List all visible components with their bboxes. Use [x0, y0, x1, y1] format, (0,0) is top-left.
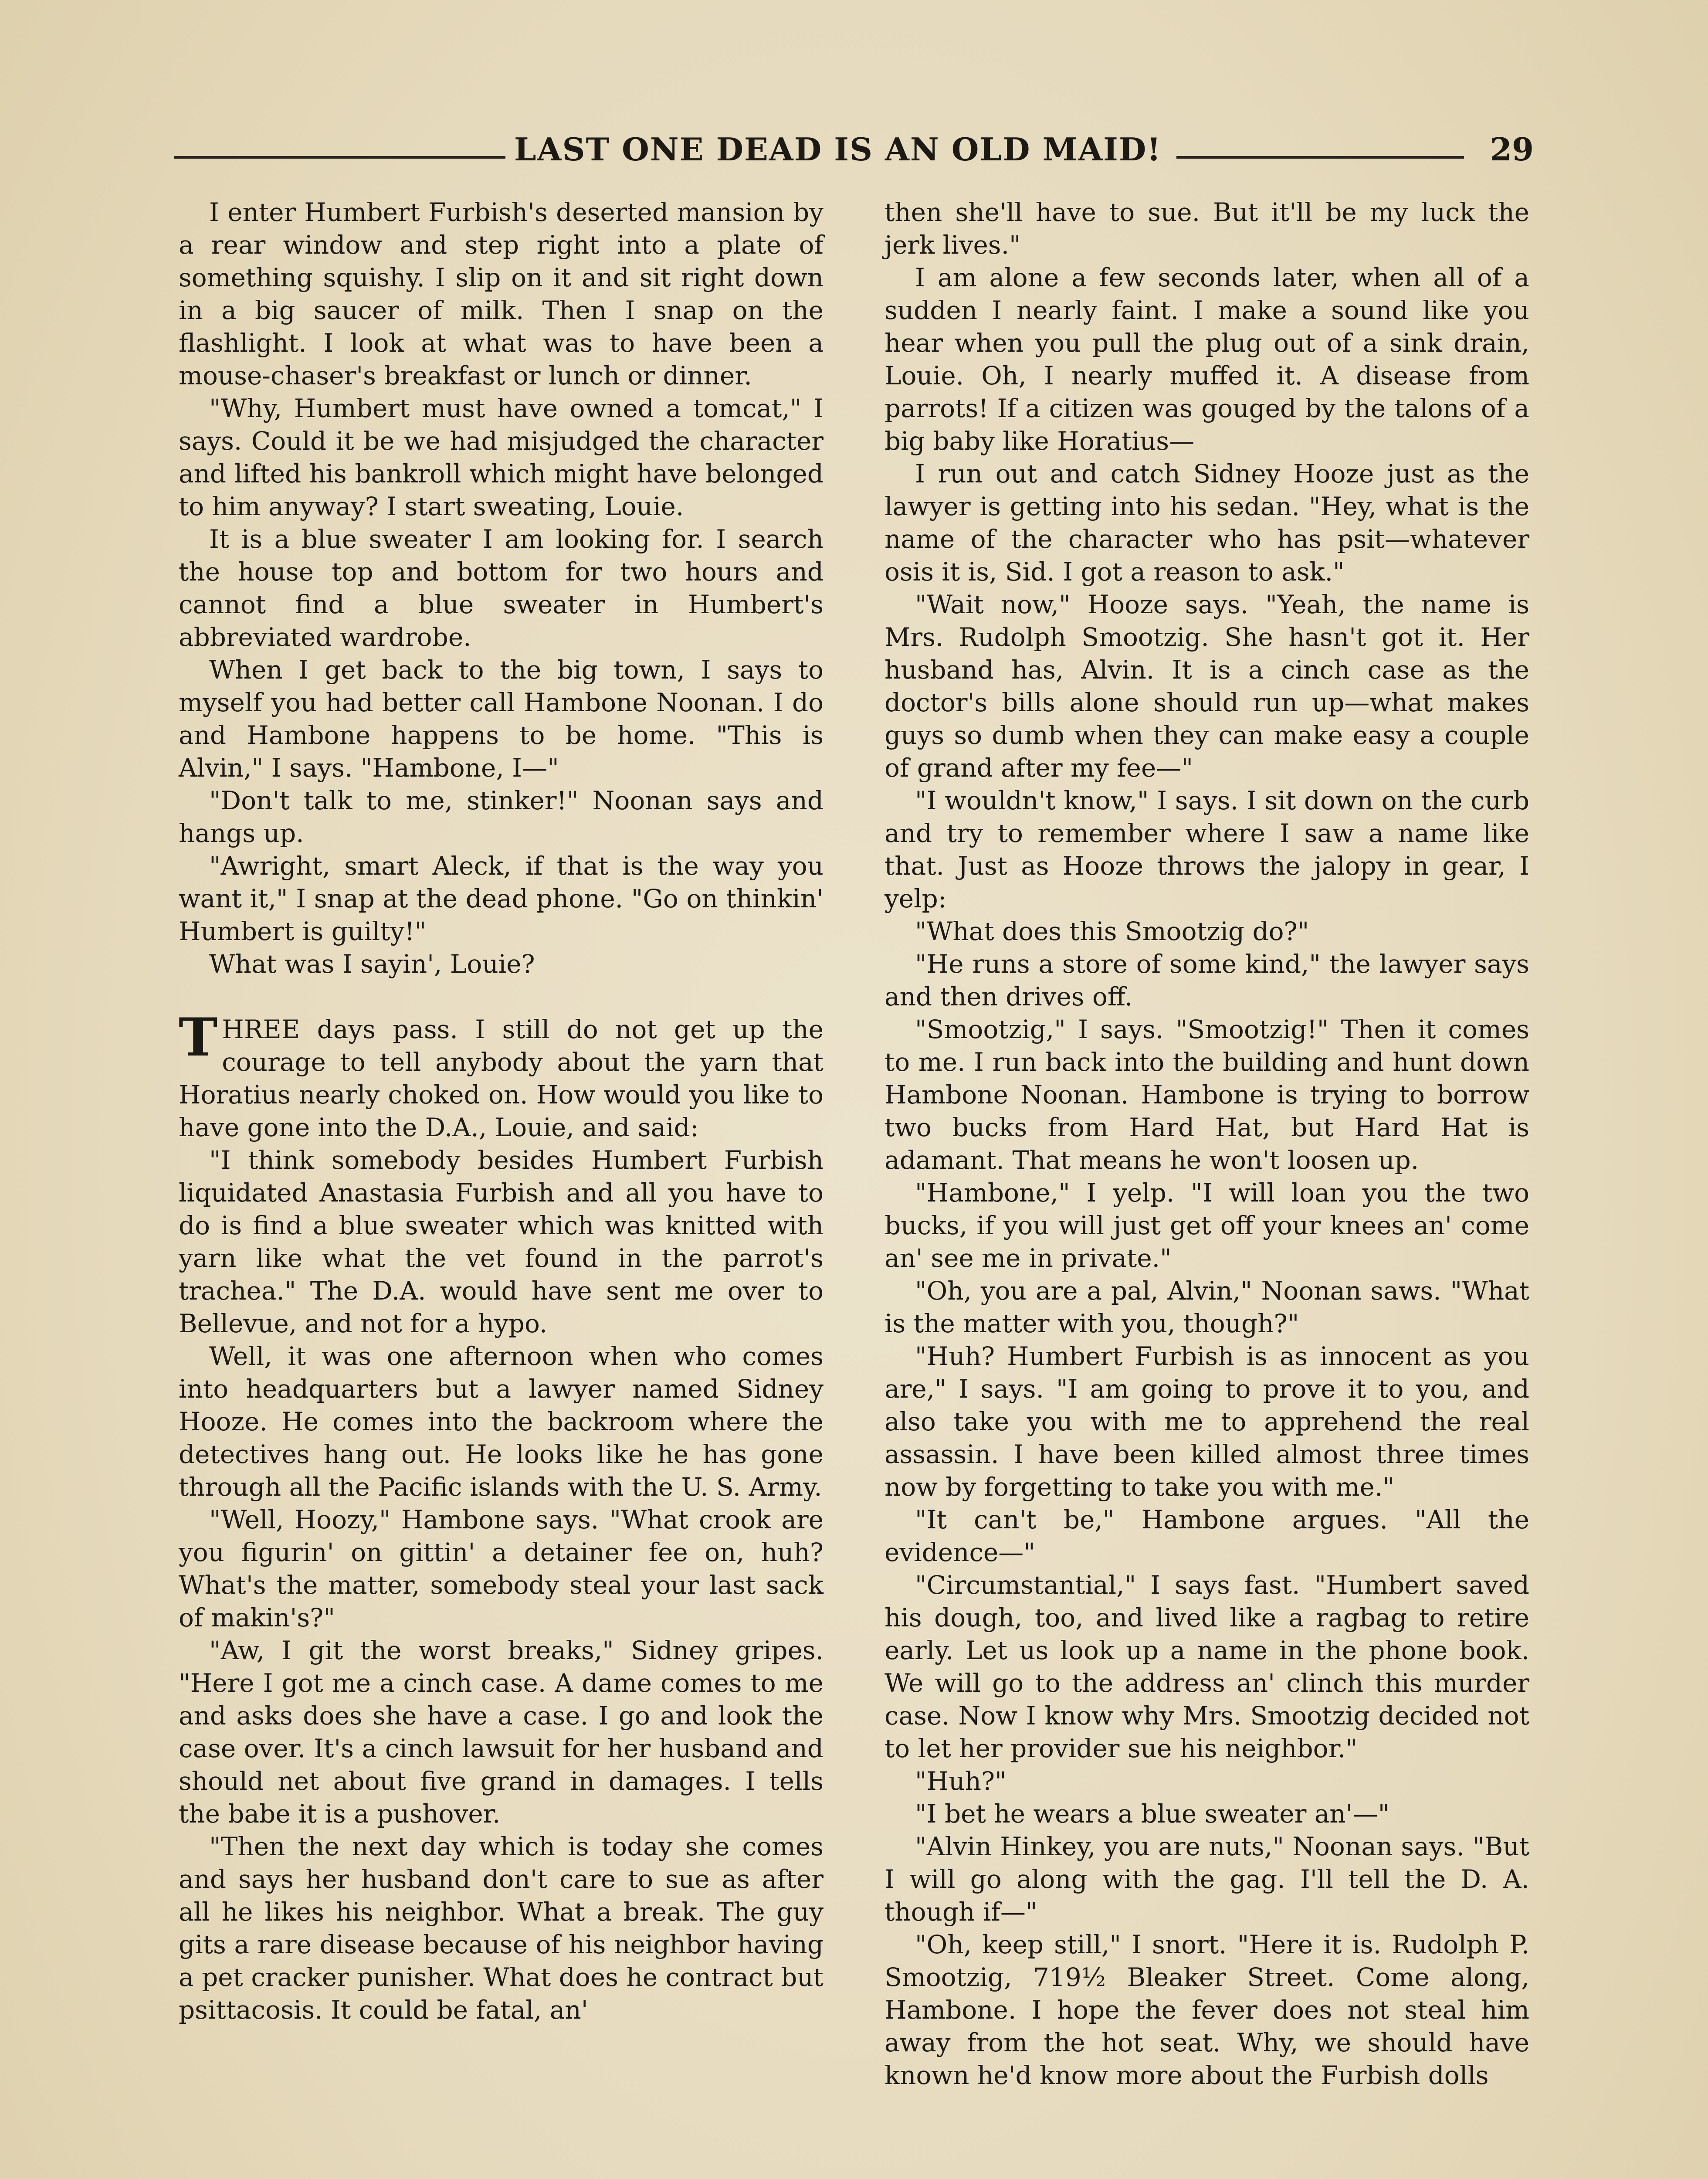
paragraph: "Alvin Hinkey, you are nuts," Noonan says. "But I will go along with the gag. I'll tell the D. A. though if—"	[884, 1832, 1529, 1927]
section-break	[179, 981, 824, 1013]
paragraph: then she'll have to sue. But it'll be my luck the jerk lives."	[884, 197, 1529, 260]
paragraph: "Awright, smart Aleck, if that is the way you want it," I snap at the dead phone. "Go on thinkin' Humbert is guilty!"	[179, 851, 824, 946]
paragraph: "Aw, I git the worst breaks," Sidney gripes. "Here I got me a cinch case. A dame comes to me and asks does she have a case. I go and look the case over. It's a cinch lawsuit for her husband and should net about five grand in damages. I tells the babe it is a pushover.	[179, 1636, 824, 1829]
paragraph: When I get back to the big town, I says to myself you had better call Hambone Noonan. I do and Hambone happens to be home. "This is Alvin," I says. "Hambone, I—"	[179, 655, 824, 783]
paragraph: "Huh?"	[915, 1766, 1006, 1796]
header-rule-left	[174, 156, 505, 159]
paragraph: "I bet he wears a blue sweater an'—"	[915, 1799, 1390, 1829]
paragraph: It is a blue sweater I am looking for. I search the house top and bottom for two hours and cannot find a blue sweater in Humbert's abbreviated wardrobe.	[179, 524, 824, 652]
paragraph: I enter Humbert Furbish's deserted mansion by a rear window and step right into a plate of something squishy. I slip on it and sit right down in a big saucer of milk. Then I snap on the flashlight. I look at what was to have been a mouse-chaser's breakfast or lunch or dinner.	[179, 197, 824, 390]
paragraph: "Circumstantial," I says fast. "Humbert saved his dough, too, and lived like a ragbag to retire early. Let us look up a name in the phone book. We will go to the address an' clinch this murder case. Now I know why Mrs. Smootzig decided not to let her provider sue his neighbor."	[884, 1570, 1529, 1763]
left-text-column	[179, 196, 824, 2026]
paragraph: "Oh, you are a pal, Alvin," Noonan saws. "What is the matter with you, though?"	[884, 1276, 1529, 1338]
paragraph: "It can't be," Hambone argues. "All the evidence—"	[884, 1505, 1529, 1567]
paragraph: "Well, Hoozy," Hambone says. "What crook are you figurin' on gittin' a detainer fee on, huh? What's the matter, somebody steal your last sack of makin's?"	[179, 1505, 824, 1633]
paragraph: "Smootzig," I says. "Smootzig!" Then it comes to me. I run back into the building and hunt down Hambone Noonan. Hambone is trying to borrow two bucks from Hard Hat, but Hard Hat is adamant. That means he won't loosen up.	[884, 1015, 1529, 1175]
header-rule-right	[1176, 156, 1464, 159]
paragraph: "Why, Humbert must have owned a tomcat," I says. Could it be we had misjudged the character and lifted his bankroll which might have belonged to him anyway? I start sweating, Louie.	[179, 394, 824, 521]
section-opening-paragraph	[179, 1007, 824, 1144]
paragraph: "Don't talk to me, stinker!" Noonan says and hangs up.	[179, 786, 824, 848]
paragraph: "Oh, keep still," I snort. "Here it is. Rudolph P. Smootzig, 719½ Bleaker Street. Come along, Hambone. I hope the fever does not steal him away from the hot seat. Why, we should have known he'd know more about the Furbish dolls	[884, 1930, 1529, 2090]
page-number: 29	[1490, 131, 1534, 168]
paragraph: What was I sayin', Louie?	[209, 949, 535, 979]
paragraph: "What does this Smootzig do?"	[915, 916, 1309, 946]
paragraph: "Then the next day which is today she comes and says her husband don't care to sue as after all he likes his neighbor. What a break. The guy gits a rare disease because of his neighbor having a pet cracker punisher. What does he contract but psittacosis. It could be fatal, an'	[179, 1832, 824, 2025]
paragraph: I run out and catch Sidney Hooze just as the lawyer is getting into his sedan. "Hey, what is the name of the character who has psit—whatever osis it is, Sid. I got a reason to ask."	[884, 459, 1529, 587]
paragraph: "He runs a store of some kind," the lawyer says and then drives off.	[884, 949, 1529, 1011]
right-text-column	[884, 196, 1529, 2092]
paragraph: "I wouldn't know," I says. I sit down on the curb and try to remember where I saw a name like that. Just as Hooze throws the jalopy in gear, I yelp:	[884, 786, 1529, 913]
running-header	[174, 131, 1534, 183]
drop-cap: T	[179, 1007, 218, 1068]
paragraph: "Huh? Humbert Furbish is as innocent as you are," I says. "I am going to prove it to you, and also take you with me to apprehend the real assassin. I have been killed almost three times now by forgetting to take you with me."	[884, 1341, 1529, 1502]
paragraph: "Hambone," I yelp. "I will loan you the two bucks, if you will just get off your knees an' come an' see me in private."	[884, 1178, 1529, 1273]
section-opening-text: HREE days pass. I still do not get up the courage to tell anybody about the yarn that Horatius nearly choked on. How would you like to have gone into the D.A., Louie, and said:	[179, 1015, 824, 1142]
story-title: LAST ONE DEAD IS AN OLD MAID!	[514, 131, 1162, 168]
paragraph: "Wait now," Hooze says. "Yeah, the name is Mrs. Rudolph Smootzig. She hasn't got it. Her husband has, Alvin. It is a cinch case as the doctor's bills alone should run up—what makes guys so dumb when they can make easy a couple of grand after my fee—"	[884, 590, 1529, 783]
paragraph: Well, it was one afternoon when who comes into headquarters but a lawyer named Sidney Hooze. He comes into the backroom where the detectives hang out. He looks like he has gone through all the Pacific islands with the U. S. Army.	[179, 1341, 824, 1502]
paragraph: I am alone a few seconds later, when all of a sudden I nearly faint. I make a sound like you hear when you pull the plug out of a sink drain, Louie. Oh, I nearly muffed it. A disease from parrots! If a citizen was gouged by the talons of a big baby like Horatius—	[884, 263, 1529, 456]
paragraph: "I think somebody besides Humbert Furbish liquidated Anastasia Furbish and all you have to do is find a blue sweater which was knitted with yarn like what the vet found in the parrot's trachea." The D.A. would have sent me over to Bellevue, and not for a hypo.	[179, 1145, 824, 1338]
